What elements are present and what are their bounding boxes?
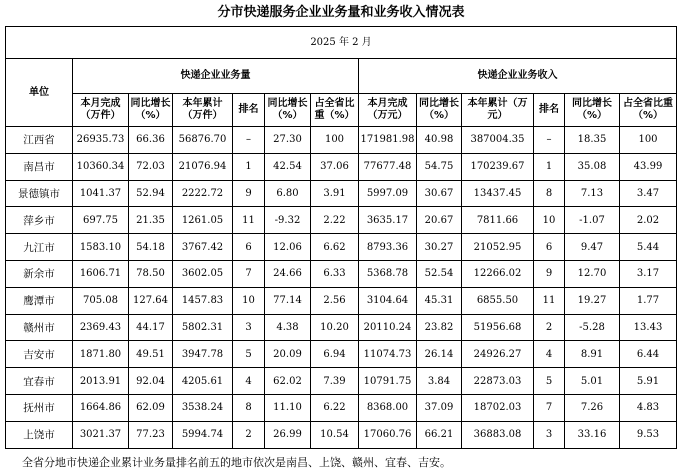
volume-col-monthly-header: 本月完成（万件） [73, 94, 129, 127]
value-cell: 1.77 [620, 287, 677, 314]
table-row [6, 314, 677, 341]
value-cell: 62.02 [265, 368, 311, 395]
value-cell: 11074.73 [359, 341, 417, 368]
value-cell: 78.50 [129, 260, 173, 287]
value-cell: 43.99 [620, 153, 677, 180]
table-row [6, 207, 677, 234]
column-header-row [6, 94, 677, 127]
value-cell: 42.54 [265, 153, 311, 180]
value-cell: 30.27 [417, 234, 462, 261]
table-row [6, 341, 677, 368]
value-cell: 45.31 [417, 287, 462, 314]
value-cell: 100 [311, 127, 359, 154]
table-row [6, 394, 677, 421]
region-cell: 吉安市 [6, 341, 73, 368]
value-cell: 1664.86 [73, 394, 129, 421]
value-cell: 1041.37 [73, 180, 129, 207]
table-row [6, 260, 677, 287]
value-cell: 2013.91 [73, 368, 129, 395]
region-cell: 赣州市 [6, 314, 73, 341]
value-cell: 3.91 [311, 180, 359, 207]
region-cell: 鹰潭市 [6, 287, 73, 314]
value-cell: 5.91 [620, 368, 677, 395]
value-cell: 2 [233, 421, 265, 448]
value-cell: 5368.78 [359, 260, 417, 287]
value-cell: 5997.09 [359, 180, 417, 207]
value-cell: 77.14 [265, 287, 311, 314]
value-cell: -5.28 [565, 314, 620, 341]
value-cell: 17060.76 [359, 421, 417, 448]
table-row [6, 234, 677, 261]
value-cell: 21.35 [129, 207, 173, 234]
value-cell: 697.75 [73, 207, 129, 234]
value-cell: 26.99 [265, 421, 311, 448]
value-cell: 13437.45 [462, 180, 534, 207]
value-cell: 36883.08 [462, 421, 534, 448]
value-cell: 21052.95 [462, 234, 534, 261]
value-cell: 387004.35 [462, 127, 534, 154]
value-cell: 5.44 [620, 234, 677, 261]
value-cell: 10 [233, 287, 265, 314]
value-cell: 4205.61 [173, 368, 233, 395]
volume-col-share-header: 占全省比重（%） [311, 94, 359, 127]
value-cell: 62.09 [129, 394, 173, 421]
value-cell: 20110.24 [359, 314, 417, 341]
value-cell: 7 [233, 260, 265, 287]
revenue-col-yoy-header: 同比增长（%） [417, 94, 462, 127]
table-row [6, 421, 677, 448]
volume-col-ytd-yoy-header: 同比增长（%） [265, 94, 311, 127]
value-cell: -9.32 [265, 207, 311, 234]
value-cell: 1583.10 [73, 234, 129, 261]
value-cell: 40.98 [417, 127, 462, 154]
table-row [6, 127, 677, 154]
revenue-col-rank-header: 排名 [534, 94, 565, 127]
value-cell: 23.82 [417, 314, 462, 341]
value-cell: 3104.64 [359, 287, 417, 314]
value-cell: 26.14 [417, 341, 462, 368]
revenue-col-share-header: 占全省比重（%） [620, 94, 677, 127]
value-cell: 11 [233, 207, 265, 234]
value-cell: -1.07 [565, 207, 620, 234]
value-cell: 3.17 [620, 260, 677, 287]
value-cell: 5 [233, 341, 265, 368]
value-cell: 100 [620, 127, 677, 154]
value-cell: 1 [233, 153, 265, 180]
value-cell: 66.21 [417, 421, 462, 448]
value-cell: 54.75 [417, 153, 462, 180]
table-body [6, 127, 677, 449]
value-cell: 6 [233, 234, 265, 261]
stats-table [5, 26, 677, 449]
value-cell: 7 [534, 394, 565, 421]
value-cell: 170239.67 [462, 153, 534, 180]
table-row [6, 287, 677, 314]
value-cell: 8 [534, 180, 565, 207]
value-cell: 171981.98 [359, 127, 417, 154]
value-cell: 3.47 [620, 180, 677, 207]
value-cell: 1606.71 [73, 260, 129, 287]
region-cell: 萍乡市 [6, 207, 73, 234]
volume-col-yoy-header: 同比增长（%） [129, 94, 173, 127]
value-cell: 66.36 [129, 127, 173, 154]
value-cell: 10.54 [311, 421, 359, 448]
value-cell: 2369.43 [73, 314, 129, 341]
value-cell: 49.51 [129, 341, 173, 368]
value-cell: 6.44 [620, 341, 677, 368]
value-cell: 10.20 [311, 314, 359, 341]
value-cell: 8793.36 [359, 234, 417, 261]
value-cell: 18.35 [565, 127, 620, 154]
revenue-col-ytd-yoy-header: 同比增长（%） [565, 94, 620, 127]
value-cell: 51956.68 [462, 314, 534, 341]
revenue-group-header: 快递企业业务收入 [359, 59, 677, 94]
report-date: 2025 年 2 月 [6, 27, 677, 59]
region-cell: 江西省 [6, 127, 73, 154]
table-title: 分市快递服务企业业务量和业务收入情况表 [217, 5, 465, 20]
value-cell: 12.06 [265, 234, 311, 261]
value-cell: 19.27 [565, 287, 620, 314]
value-cell: 7.13 [565, 180, 620, 207]
value-cell: – [534, 127, 565, 154]
table-row [6, 180, 677, 207]
region-cell: 景德镇市 [6, 180, 73, 207]
value-cell: 7.26 [565, 394, 620, 421]
value-cell: 37.09 [417, 394, 462, 421]
revenue-col-ytd-header: 本年累计（万元） [462, 94, 534, 127]
value-cell: 21076.94 [173, 153, 233, 180]
region-cell: 上饶市 [6, 421, 73, 448]
region-cell: 新余市 [6, 260, 73, 287]
value-cell: 3635.17 [359, 207, 417, 234]
value-cell: 2 [534, 314, 565, 341]
value-cell: 2222.72 [173, 180, 233, 207]
value-cell: 5802.31 [173, 314, 233, 341]
value-cell: 1261.05 [173, 207, 233, 234]
value-cell: 2.22 [311, 207, 359, 234]
value-cell: 4.38 [265, 314, 311, 341]
value-cell: 13.43 [620, 314, 677, 341]
value-cell: 44.17 [129, 314, 173, 341]
value-cell: 8.91 [565, 341, 620, 368]
value-cell: 9 [233, 180, 265, 207]
value-cell: 6855.50 [462, 287, 534, 314]
value-cell: 7.39 [311, 368, 359, 395]
volume-col-rank-header: 排名 [233, 94, 265, 127]
value-cell: 24926.27 [462, 341, 534, 368]
value-cell: 3.84 [417, 368, 462, 395]
region-cell: 抚州市 [6, 394, 73, 421]
value-cell: 9.53 [620, 421, 677, 448]
value-cell: 7811.66 [462, 207, 534, 234]
value-cell: 3 [233, 314, 265, 341]
value-cell: 9 [534, 260, 565, 287]
table-row [6, 368, 677, 395]
value-cell: 3602.05 [173, 260, 233, 287]
value-cell: 3021.37 [73, 421, 129, 448]
value-cell: 1871.80 [73, 341, 129, 368]
value-cell: 4 [534, 341, 565, 368]
footnote: 全省分地市快递企业累计业务量排名前五的地市依次是南昌、上饶、赣州、宜春、吉安。 [22, 456, 451, 469]
volume-group-header: 快递企业业务量 [73, 59, 359, 94]
region-cell: 南昌市 [6, 153, 73, 180]
value-cell: 54.18 [129, 234, 173, 261]
value-cell: 27.30 [265, 127, 311, 154]
value-cell: 8 [233, 394, 265, 421]
value-cell: 5994.74 [173, 421, 233, 448]
value-cell: 26935.73 [73, 127, 129, 154]
table-row [6, 153, 677, 180]
value-cell: 18702.03 [462, 394, 534, 421]
value-cell: 4 [233, 368, 265, 395]
value-cell: 2.02 [620, 207, 677, 234]
value-cell: 10 [534, 207, 565, 234]
value-cell: 1 [534, 153, 565, 180]
value-cell: 3538.24 [173, 394, 233, 421]
value-cell: 6.94 [311, 341, 359, 368]
value-cell: 11.10 [265, 394, 311, 421]
value-cell: 5 [534, 368, 565, 395]
value-cell: 56876.70 [173, 127, 233, 154]
volume-col-ytd-header: 本年累计（万件） [173, 94, 233, 127]
value-cell: 37.06 [311, 153, 359, 180]
value-cell: 35.08 [565, 153, 620, 180]
value-cell: 11 [534, 287, 565, 314]
value-cell: 4.83 [620, 394, 677, 421]
value-cell: – [233, 127, 265, 154]
value-cell: 33.16 [565, 421, 620, 448]
value-cell: 5.01 [565, 368, 620, 395]
value-cell: 52.94 [129, 180, 173, 207]
value-cell: 6.22 [311, 394, 359, 421]
value-cell: 30.67 [417, 180, 462, 207]
value-cell: 2.56 [311, 287, 359, 314]
value-cell: 3947.78 [173, 341, 233, 368]
value-cell: 3 [534, 421, 565, 448]
value-cell: 77.23 [129, 421, 173, 448]
value-cell: 3767.42 [173, 234, 233, 261]
value-cell: 24.66 [265, 260, 311, 287]
value-cell: 1457.83 [173, 287, 233, 314]
value-cell: 10360.34 [73, 153, 129, 180]
value-cell: 12.70 [565, 260, 620, 287]
region-cell: 宜春市 [6, 368, 73, 395]
value-cell: 6.62 [311, 234, 359, 261]
value-cell: 127.64 [129, 287, 173, 314]
value-cell: 52.54 [417, 260, 462, 287]
value-cell: 705.08 [73, 287, 129, 314]
value-cell: 6.33 [311, 260, 359, 287]
revenue-col-monthly-header: 本月完成（万元） [359, 94, 417, 127]
region-cell: 九江市 [6, 234, 73, 261]
value-cell: 20.09 [265, 341, 311, 368]
value-cell: 8368.00 [359, 394, 417, 421]
value-cell: 6 [534, 234, 565, 261]
value-cell: 9.47 [565, 234, 620, 261]
value-cell: 72.03 [129, 153, 173, 180]
value-cell: 77677.48 [359, 153, 417, 180]
unit-header: 单位 [6, 59, 73, 127]
value-cell: 22873.03 [462, 368, 534, 395]
value-cell: 10791.75 [359, 368, 417, 395]
value-cell: 92.04 [129, 368, 173, 395]
value-cell: 20.67 [417, 207, 462, 234]
value-cell: 12266.02 [462, 260, 534, 287]
value-cell: 6.80 [265, 180, 311, 207]
